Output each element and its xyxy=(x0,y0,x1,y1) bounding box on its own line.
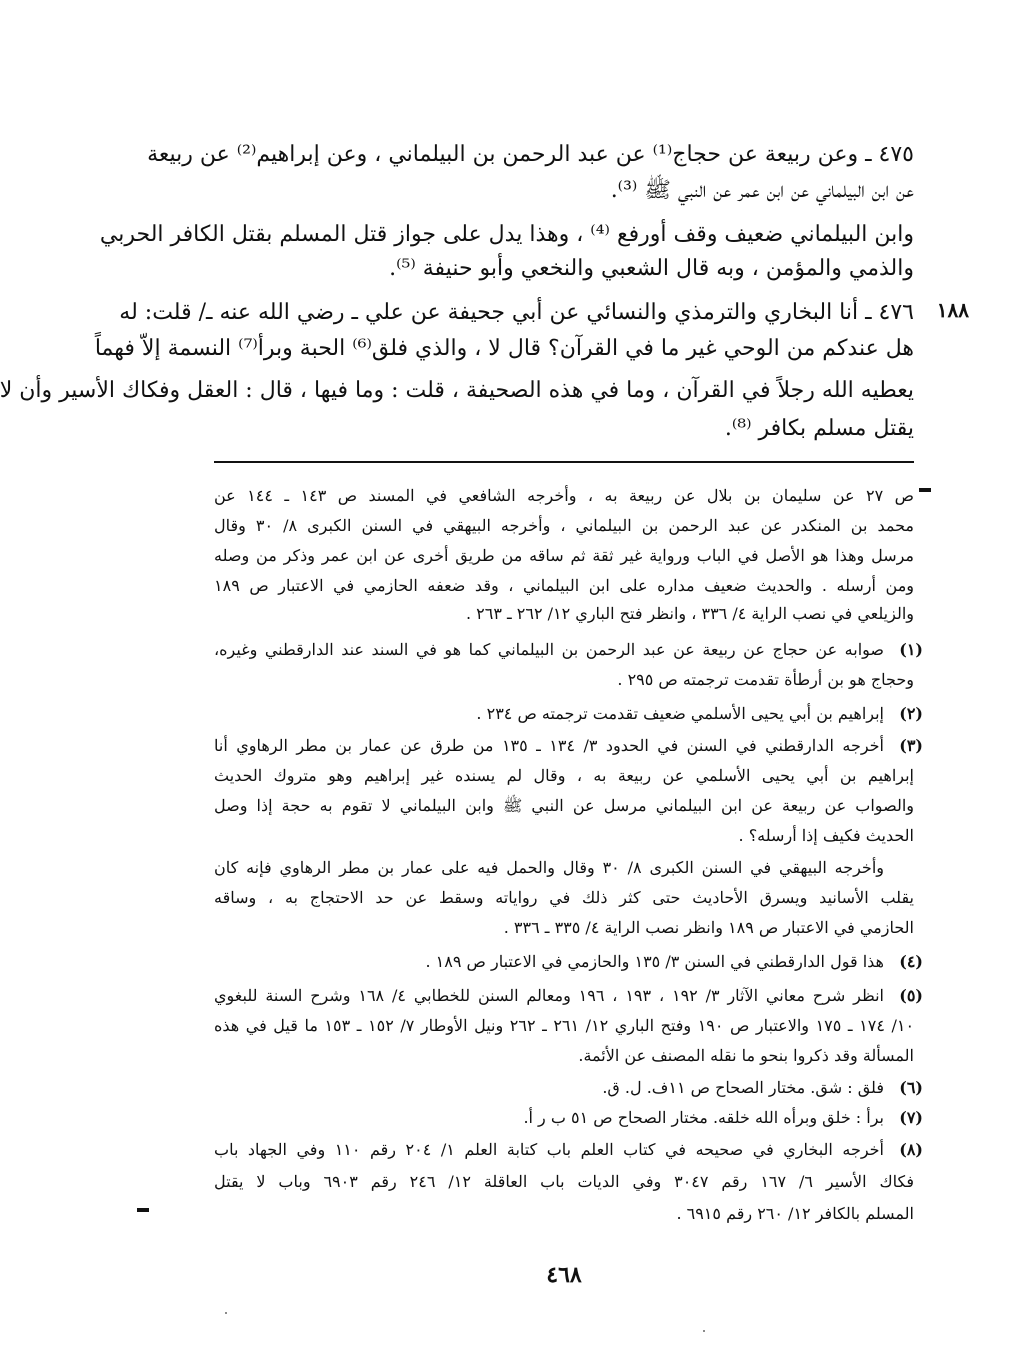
footnote-marker: (١) xyxy=(899,640,923,659)
footnote-line: وأخرجه البيهقي في السنن الكبرى ٨/ ٣٠ وقال والحمل فيه على عمار بن مطر الرهاوي فإنه كان xyxy=(214,858,884,877)
main-line: عن ابن البيلماني عن ابن عمر عن النبي ﷺ ⁽³⁾. xyxy=(610,178,914,203)
speck xyxy=(225,1312,227,1314)
main-line: ٤٧٦ ـ أنا البخاري والترمذي والنسائي عن أبي جحيفة عن علي ـ رضي الله عنه ـ/ قلت: له xyxy=(119,300,914,325)
speck xyxy=(703,1330,705,1332)
footnote-line: الحازمي في الاعتبار ص ١٨٩ وانظر نصب الراية ٤/ ٣٣٥ ـ ٣٣٦ . xyxy=(503,918,914,937)
footnote-marker: (٨) xyxy=(899,1140,923,1159)
footnote-marker: (٤) xyxy=(899,952,923,971)
footnote-line: المسألة وقد ذكروا بنحو ما نقله المصنف عن الأئمة. xyxy=(578,1046,914,1065)
footnote-line: أخرجه الدارقطني في السنن في الحدود ٣/ ١٣٤ ـ ١٣٥ من طرق عن عمار بن مطر الرهاوي أنا xyxy=(214,736,884,755)
main-line: يقتل مسلم بكافر ⁽⁸⁾. xyxy=(724,416,914,441)
dash-mark-icon xyxy=(919,488,931,492)
margin-page-reference: ١٨٨ xyxy=(936,298,969,322)
footnote-line: فكاك الأسير ٦/ ١٦٧ رقم ٣٠٤٧ وفي الديات باب العاقلة ١٢/ ٢٤٦ رقم ٦٩٠٣ وباب لا يقتل xyxy=(214,1172,914,1191)
main-line: يعطيه الله رجلاً في القرآن ، وما في هذه الصحيفة ، قلت : وما فيها ، قال : العقل وفكاك الأسير وأن لا xyxy=(0,378,914,403)
footnote-marker: (٣) xyxy=(899,736,923,755)
footnote-line: والصواب عن ربيعة عن ابن البيلماني مرسل عن النبي ﷺ وابن البيلماني لا تقوم به حجة إذا وصل xyxy=(214,796,914,815)
footnote-line: والزيلعي في نصب الراية ٤/ ٣٣٦ ، وانظر فتح الباري ١٢/ ٢٦٢ ـ ٢٦٣ . xyxy=(465,604,914,623)
footnote-line: انظر شرح معاني الآثار ٣/ ١٩٢ ، ١٩٣ ، ١٩٦ ومعالم السنن للخطابي ٤/ ١٦٨ وشرح السنة للبغوي xyxy=(214,986,884,1005)
footnote-line: ١٠/ ١٧٤ ـ ١٧٥ والاعتبار ص ١٩٠ وفتح الباري ١٢/ ٢٦١ ـ ٢٦٢ ونيل الأوطار ٧/ ١٥٢ ـ ١٥٣ ما قيل في هذه xyxy=(214,1016,915,1035)
footnote-marker: (٥) xyxy=(899,986,923,1005)
main-line: وابن البيلماني ضعيف وقف أورفع ⁽⁴⁾ ، وهذا يدل على جواز قتل المسلم بقتل الكافر الحربي xyxy=(99,222,914,247)
main-line: هل عندكم من الوحي غير ما في القرآن؟ قال لا ، والذي فلق⁽⁶⁾ الحبة وبرأ⁽⁷⁾ النسمة إلاّ فهماً xyxy=(94,336,914,361)
footnote-separator xyxy=(214,461,914,463)
main-line: ٤٧٥ ـ وعن ربيعة عن حجاج⁽¹⁾ عن عبد الرحمن بن البيلماني ، وعن إبراهيم⁽²⁾ عن ربيعة xyxy=(147,142,914,167)
main-line: والذمي والمؤمن ، وبه قال الشعبي والنخعي وأبو حنيفة ⁽⁵⁾. xyxy=(389,256,914,281)
footnote-line: مرسل وهذا هو الأصل في الباب ورواية غير ثقة ثم ساقه من طريق أخرى عن ابن عمر وذكر من وصله xyxy=(214,546,914,565)
footnote-line: يقلب الأسانيد ويسرق الأحاديث حتى كثر ذلك في رواياته وسقط عن حد الاحتجاج به ، وساقه xyxy=(214,888,914,907)
footnote-marker: (٦) xyxy=(899,1078,923,1097)
dash-mark-icon xyxy=(137,1208,149,1212)
footnote-line: هذا قول الدارقطني في السنن ٣/ ١٣٥ والحازمي في الاعتبار ص ١٨٩ . xyxy=(425,952,884,971)
footnote-line: ومن أرسله . والحديث ضعيف مداره على ابن البيلماني ، وقد ضعفه الحازمي في الاعتبار ص ١٨٩ xyxy=(214,576,914,595)
page-number: ٤٦٨ xyxy=(546,1262,582,1288)
footnote-line: محمد بن المنكدر عن عبد الرحمن بن البيلماني ، وأخرجه البيهقي في السنن الكبرى ٨/ ٣٠ وقال xyxy=(214,516,914,535)
footnote-line: برأ : خلق وبرأه الله خلقه. مختار الصحاح ص ٥١ ب ر أ. xyxy=(523,1108,884,1127)
footnote-line: صوابه عن حجاج عن ربيعة عن عبد الرحمن بن البيلماني كما هو في السند عند الدارقطني وغيره، xyxy=(214,640,884,659)
footnote-line: المسلم بالكافر ١٢/ ٢٦٠ رقم ٦٩١٥ . xyxy=(676,1204,914,1223)
footnote-line: الحديث فكيف إذا أرسله؟ . xyxy=(738,826,914,845)
footnote-line: إبراهيم بن أبي يحيى الأسلمي عن ربيعة به ، وقال لم يسنده غير إبراهيم وهو متروك الحديث xyxy=(214,766,914,785)
footnote-line: إبراهيم بن أبي يحيى الأسلمي ضعيف تقدمت ترجمته ص ٢٣٤ . xyxy=(476,704,884,723)
footnote-marker: (٧) xyxy=(899,1108,923,1127)
footnote-line: ص ٢٧ عن سليمان بن بلال عن ربيعة به ، وأخرجه الشافعي في المسند ص ١٤٣ ـ ١٤٤ عن xyxy=(214,486,915,505)
footnote-marker: (٢) xyxy=(899,704,923,723)
footnote-line: فلق : شق. مختار الصحاح ص ١١ف. ل. ق. xyxy=(602,1078,884,1097)
footnote-line: أخرجه البخاري في صحيحه في كتاب العلم باب كتابة العلم ١/ ٢٠٤ رقم ١١٠ وفي الجهاد باب xyxy=(214,1140,884,1159)
footnote-line: وحجاج هو بن أرطأة تقدمت ترجمته ص ٢٩٥ . xyxy=(617,670,914,689)
